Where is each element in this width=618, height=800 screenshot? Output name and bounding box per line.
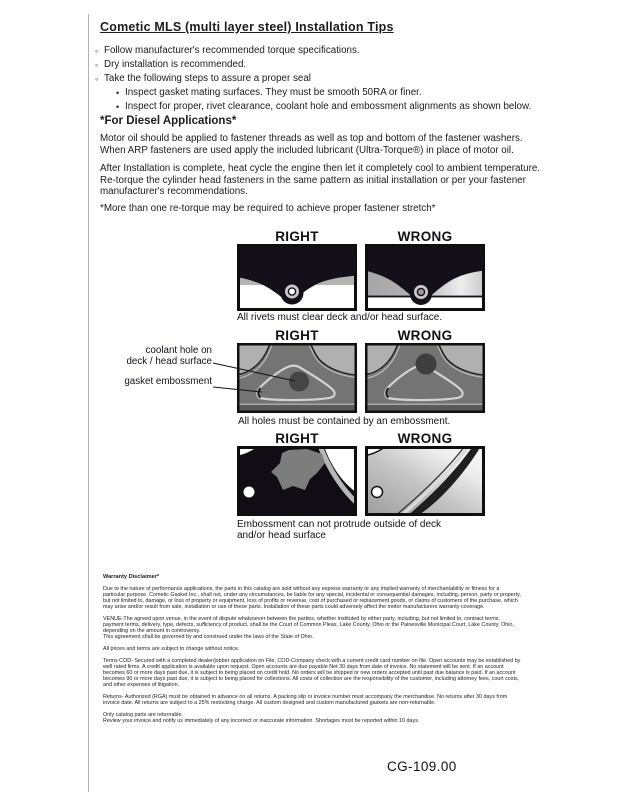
figure-embossment-right xyxy=(237,343,357,413)
bolt-hole xyxy=(372,487,383,498)
figure1-wrong-label: WRONG xyxy=(397,229,453,244)
figure3-right-label: RIGHT xyxy=(275,431,319,446)
retorque-note: *More than one re-torque may be required to achieve proper fastener stretch* xyxy=(100,203,436,214)
open-bullet-icon: ◦ xyxy=(95,46,99,56)
catalog-parts-line: Only catalog parts are returnable. xyxy=(103,711,184,718)
annotation-gasket-embossment: gasket embossment xyxy=(124,376,212,387)
list-item xyxy=(116,101,531,115)
list-item xyxy=(95,45,531,59)
figure2-right-label: RIGHT xyxy=(275,328,319,343)
list-item xyxy=(116,87,531,101)
figure2-caption: All holes must be contained by an embossment. xyxy=(238,416,451,427)
legal-fine-print xyxy=(103,574,521,729)
diesel-paragraph-1: Motor oil should be applied to fastener threads as well as top and bottom of the fastener washers. When ARP fasteners are used apply the included lubricant (Ultra-Torque®) in place of motor oil. xyxy=(100,133,523,156)
list-item-text: Dry installation is recommended. xyxy=(104,59,247,70)
prices-line: All prices and terms are subject to change without notice. xyxy=(103,645,240,652)
list-item-text: Take the following steps to assure a proper seal xyxy=(104,73,311,84)
list-item-text: Follow manufacturer's recommended torque specifications. xyxy=(104,45,360,56)
review-invoice-line: Review your invoice and notify us immediately of any incorrect or inaccurate information. Shortages must be reported within 10 days. xyxy=(103,717,420,724)
diesel-section-heading: *For Diesel Applications* xyxy=(100,115,237,127)
list-item-text: Inspect gasket mating surfaces. They must be smooth 50RA or finer. xyxy=(125,87,422,98)
solid-bullet-icon: • xyxy=(116,102,120,112)
figure-embossment-wrong xyxy=(365,343,485,413)
list-item xyxy=(95,59,531,73)
page-number: CG-109.00 xyxy=(387,759,457,774)
figure-rivet-right xyxy=(237,244,357,311)
bolt-hole xyxy=(244,487,255,498)
coolant-hole xyxy=(416,354,437,375)
returns-paragraph: Returns- Authorized (RGA) must be obtained in advance on all returns. A packing slip or invoice number must accompany the merchandise. No returns after 30 days from invoice date. All returns are subject to a 25% restocking charge. All custom designed and custom manufactured gaskets are non-returnable. xyxy=(103,693,508,706)
figure1-caption: All rivets must clear deck and/or head surface. xyxy=(237,312,443,323)
figure-deck-edge-wrong xyxy=(365,446,485,516)
page-title: Cometic MLS (multi layer steel) Installation Tips xyxy=(100,20,394,34)
figure2-wrong-label: WRONG xyxy=(397,328,453,343)
coolant-hole xyxy=(289,372,309,392)
governing-law-line: This agreement shall be governed by and construed under the laws of the State of Ohio. xyxy=(103,634,314,641)
figure1-right-label: RIGHT xyxy=(275,229,319,244)
page-fold-line xyxy=(88,14,89,792)
open-bullet-icon: ◦ xyxy=(95,60,99,70)
figure-deck-edge-right xyxy=(237,446,357,516)
diesel-paragraph-2: After Installation is complete, heat cycle the engine then let it completely cool to ambient temperature. Re-torque the cylinder head fasteners in the same pattern as initial installation or per your fastener manufacturer's recommendations. xyxy=(100,163,541,198)
warranty-paragraph: Due to the nature of performance applications, the parts in this catalog are sold without any express warranty or any implied warranty of merchantability or fitness for a particular purpose. Cometic Gasket Inc., shall not, under any circumstances, be liable for any special, incidental or consequential damages, including, person, party or property, but not limited to, damage, or loss of property or equipment, loss of profits or revenue, cost of purchased or replacement goods, or claims of customers of the purchase, which may arise and/or result from sale, installation or use of these parts. Installation of these parts could adversely affect the motor manufacturers warranty coverage. xyxy=(103,585,521,611)
installation-tips-list xyxy=(95,45,531,115)
annotation-coolant-hole: coolant hole on deck / head surface xyxy=(126,345,212,367)
figure3-wrong-label: WRONG xyxy=(397,431,453,446)
open-bullet-icon: ◦ xyxy=(95,74,99,84)
list-item-text: Inspect for proper, rivet clearance, coolant hole and embossment alignments as shown below. xyxy=(125,101,532,112)
venue-paragraph: VENUE-The agreed upon venue, in the event of dispute whatsoever between the parties, whether instituted by either party, including, but not limited to, contract terms, payment terms, delivery, type, defects, sufficiency of product, shall be the Court of Common Pleas, Lake County, Ohio or the Painesville Municipal Court, Lake County, Ohio, depending on the amount in controversy. xyxy=(103,615,514,635)
solid-bullet-icon: • xyxy=(116,88,120,98)
figure-rivet-wrong xyxy=(365,244,485,311)
terms-cod-paragraph: Terms COD- Secured with a completed dealer/jobber application on File, COD-Company check with a current credit card number on file. Open accounts may be established by well rated firms. A credit application is available upon request. Open accounts are due payable Net 30 days from date of invoice. No statement will be sent. If an account becomes 60 or more days past due, it is subject to being placed on credit hold. No orders will be shipped or new orders accepted until past due balance is paid. If an account becomes 90 or more days past due, it is subject to being placed for collections. All costs of collection are the responsibility of the customer, including attorney fees, court costs, and other expenses of litigation. xyxy=(103,657,521,689)
warranty-disclaimer-heading: Warranty Disclaimer* xyxy=(103,574,160,580)
list-item xyxy=(95,73,531,87)
figure3-caption: Embossment can not protrude outside of deck and/or head surface xyxy=(237,519,442,541)
